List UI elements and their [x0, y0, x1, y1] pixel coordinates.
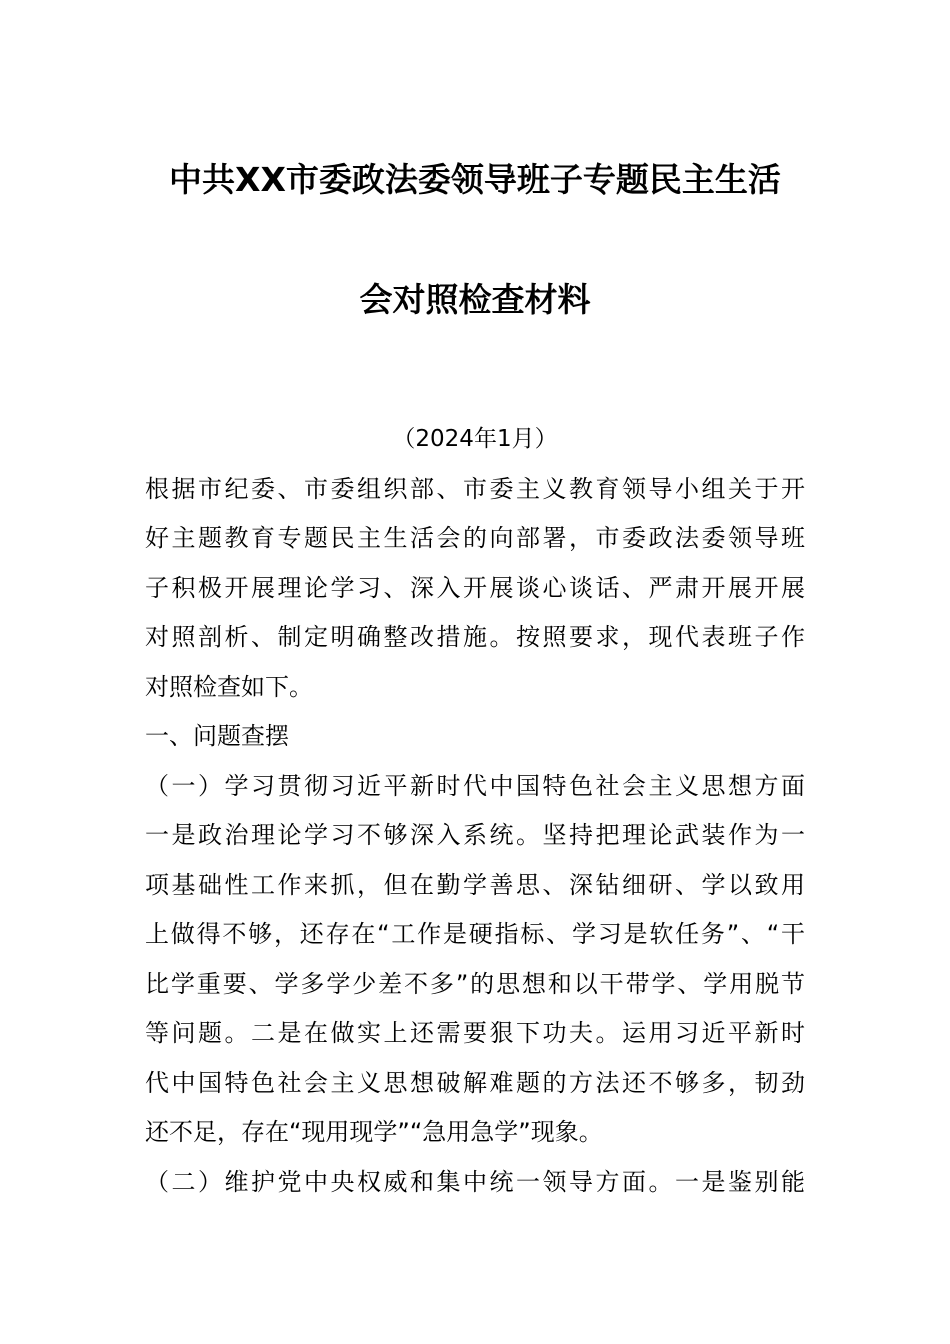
body-line: 上做得不够，还存在“工作是硬指标、学习是软任务”、“干	[145, 920, 805, 948]
body-line: 对照检查如下。	[145, 673, 313, 701]
document-date: （2024年1月）	[392, 426, 558, 452]
body-line: 根据市纪委、市委组织部、市委主义教育领导小组关于开	[145, 475, 805, 503]
document-title-line-1: 中共XX市委政法委领导班子专题民主生活	[169, 160, 781, 199]
document-title-line-2: 会对照检查材料	[359, 280, 591, 319]
body-line: 子积极开展理论学习、深入开展谈心谈话、严肃开展开展	[145, 574, 805, 602]
body-line: 比学重要、学多学少差不多”的思想和以干带学、学用脱节	[145, 970, 805, 998]
body-line: 对照剖析、制定明确整改措施。按照要求，现代表班子作	[145, 623, 805, 651]
body-line: 好主题教育专题民主生活会的向部署，市委政法委领导班	[145, 524, 805, 552]
subsection-heading: （一）学习贯彻习近平新时代中国特色社会主义思想方面	[145, 772, 805, 800]
body-line: 代中国特色社会主义思想破解难题的方法还不够多，韧劲	[145, 1069, 805, 1097]
body-line: 还不足，存在“现用现学”“急用急学”现象。	[145, 1118, 603, 1146]
body-line: 项基础性工作来抓，但在勤学善思、深钻细研、学以致用	[145, 871, 805, 899]
body-line: 一是政治理论学习不够深入系统。坚持把理论武装作为一	[145, 821, 805, 849]
body-line: 等问题。二是在做实上还需要狠下功夫。运用习近平新时	[145, 1019, 805, 1047]
subsection-heading: （二）维护党中央权威和集中统一领导方面。一是鉴别能	[145, 1168, 805, 1196]
section-heading: 一、问题查摆	[145, 722, 289, 750]
